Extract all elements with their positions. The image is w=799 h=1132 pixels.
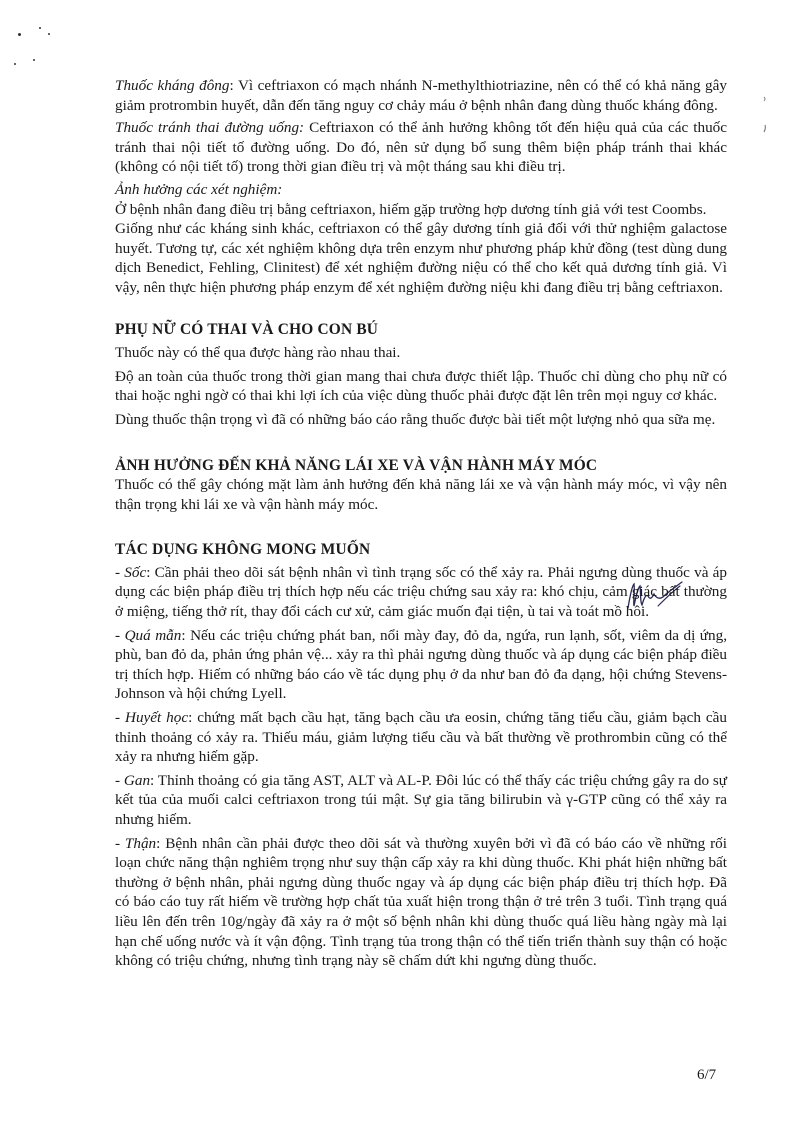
- adverse-item-text: : Nếu các triệu chứng phát ban, nổi mày đay, đỏ da, ngứa, run lạnh, sốt, viêm da dị ứng, phù, ban đỏ da, phản ứng phản vệ... xảy ra thì phải ngưng dùng thuốc và áp dụng các biện pháp điều trị thích hợp. Hiếm có những báo cáo về tác dụng phụ ở da như ban đỏ đa dạng, hội chứng Stevens-Johnson và hội chứng Lyell.: [115, 626, 728, 703]
- contraceptive-label: Thuốc tránh thai đường uống:: [115, 119, 305, 137]
- scan-speck: [33, 59, 35, 61]
- contraceptive-text: Ceftriaxon có thể ảnh hưởng không tốt đến hiệu quả của các thuốc tránh thai nội tiết tố đường uống. Do đó, nên sử dụng bổ sung thêm biện pháp tránh thai khác (không có nội tiết tố) trong thời gian điều trị và một tháng sau khi điều trị.: [115, 119, 728, 176]
- anticoagulant-text: : Vì ceftriaxon có mạch nhánh N-methylthiotriazine, nên có thể có khả năng gây giảm protrombin huyết, dẫn đến tăng nguy cơ chảy máu ở bệnh nhân đang dùng thuốc kháng đông.: [115, 77, 727, 114]
- margin-mark-icon: [758, 95, 770, 135]
- anticoagulant-paragraph: [115, 76, 727, 115]
- adverse-item-text: : Cần phải theo dõi sát bệnh nhân vì tình trạng sốc có thể xảy ra. Phải ngưng dùng thuốc và áp dụng các biện pháp điều trị thích hợp nếu các triệu chứng sau xảy ra: khó chịu, cảm giác bất thường ở miệng, tiếng thở rít, thay đổi cách cư xử, cảm giác muốn đại tiện, ù tai và toát mồ hôi.: [115, 563, 728, 621]
- adverse-item-kidney: - Thận: Bệnh nhân cần phải được theo dõi sát và thường xuyên bởi vì đã có báo cáo về những rối loạn chức năng thận nghiêm trọng như suy thận cấp xảy ra khi dùng thuốc. Khi phát hiện những bất thường ở bệnh nhân, phải ngưng dùng thuốc ngay và áp dụng các biện pháp điều trị thích hợp. Đã có báo cáo tuy rất hiếm về trường hợp chất tủa xuất hiện trong thận ở trẻ trên 3 tuổi. Tình trạng quá liều lên đến trên 10g/ngày đã xảy ra ở một số bệnh nhân khi dùng thuốc quá liều hàng ngày mà lại hạn chế uống nước và ít vận động. Tình trạng tủa trong thận có thể tiến triển thành suy thận có hoặc không có triệu chứng, nhưng tình trạng này sẽ chấm dứt khi ngưng dùng thuốc.: [115, 834, 727, 970]
- adverse-item-text: : Thỉnh thoảng có gia tăng AST, ALT và AL-P. Đôi lúc có thể thấy các triệu chứng gây ra do sự kết tủa của muối calci ceftriaxon trong túi mật. Sự gia tăng bilirubin và γ-GTP cũng có thể xảy ra nhưng hiếm.: [115, 771, 727, 828]
- driving-paragraph: Thuốc có thể gây chóng mặt làm ảnh hưởng đến khả năng lái xe và vận hành máy móc, vì vậy nên thận trọng khi lái xe và vận hành máy móc.: [115, 476, 727, 513]
- adverse-item-liver: - Gan: Thỉnh thoảng có gia tăng AST, ALT và AL-P. Đôi lúc có thể thấy các triệu chứng gây ra do sự kết tủa của muối calci ceftriaxon trong túi mật. Sự gia tăng bilirubin và γ-GTP cũng có thể xảy ra nhưng hiếm.: [115, 771, 727, 828]
- scan-speck: [48, 33, 50, 35]
- adverse-effects-heading: TÁC DỤNG KHÔNG MONG MUỐN: [115, 541, 371, 559]
- adverse-item-hypersensitivity: - Quá mẫn: Nếu các triệu chứng phát ban, nổi mày đay, đỏ da, ngứa, run lạnh, sốt, viêm da dị ứng, phù, ban đỏ da, phản ứng phản vệ... xảy ra thì phải ngưng dùng thuốc và áp dụng các biện pháp điều trị thích hợp. Hiếm có những báo cáo về tác dụng phụ ở da như ban đỏ đa dạng, hội chứng Stevens-Johnson và hội chứng Lyell.: [115, 626, 728, 703]
- adverse-item-label: Sốc: [124, 563, 147, 581]
- document-body: [115, 76, 727, 971]
- anticoagulant-label: Thuốc kháng đông: [115, 77, 230, 94]
- pregnancy-paragraph-2: Độ an toàn của thuốc trong thời gian mang thai chưa được thiết lập. Thuốc chỉ dùng cho phụ nữ có thai hoặc nghi ngờ có thai khi lợi ích của việc dùng thuốc phải được đặt lên trên mọi nguy cơ khác.: [115, 367, 727, 405]
- pregnancy-paragraph-3: Dùng thuốc thận trọng vì đã có những báo cáo rằng thuốc được bài tiết một lượng nhỏ qua sữa mẹ.: [115, 410, 716, 428]
- lab-tests-label: Ảnh hưởng các xét nghiệm:: [115, 180, 283, 198]
- adverse-item-hematology: - Huyết học: chứng mất bạch cầu hạt, tăng bạch cầu ưa eosin, chứng tăng tiểu cầu, giảm bạch cầu thỉnh thoảng có xảy ra. Thiếu máu, giảm lượng tiểu cầu và bất thường về prothrombin cũng có thể xảy ra nhưng hiếm gặp.: [115, 709, 727, 766]
- lab-tests-paragraph-2: Giống như các kháng sinh khác, ceftriaxon có thể gây dương tính giả đối với thử nghiệm galactose huyết. Tương tự, các xét nghiệm không dựa trên enzym như phương pháp khử đồng (test dùng dung dịch Benedict, Fehling, Clinitest) để xét nghiệm đường niệu có thể cho kết quả dương tính giả. Vì vậy, nên thực hiện phương pháp enzym để xét nghiệm đường niệu khi đang điều trị bằng ceftriaxon.: [115, 220, 727, 296]
- adverse-item-text: : chứng mất bạch cầu hạt, tăng bạch cầu ưa eosin, chứng tăng tiểu cầu, giảm bạch cầu thỉnh thoảng có xảy ra. Thiếu máu, giảm lượng tiểu cầu và bất thường về prothrombin cũng có thể xảy ra nhưng hiếm gặp.: [115, 709, 727, 766]
- contraceptive-paragraph: [115, 118, 727, 177]
- pregnancy-paragraph-1: Thuốc này có thể qua được hàng rào nhau thai.: [115, 344, 401, 362]
- adverse-item-label: Thận: [124, 834, 157, 852]
- adverse-item-label: Huyết học: [124, 709, 189, 727]
- adverse-item-label: Quá mẫn: [124, 626, 182, 644]
- pregnancy-heading: PHỤ NỮ CÓ THAI VÀ CHO CON BÚ: [115, 320, 379, 338]
- adverse-item-label: Gan: [123, 771, 151, 789]
- page-number: 6/7: [697, 1067, 717, 1083]
- adverse-item-shock: - Sốc: Cần phải theo dõi sát bệnh nhân vì tình trạng sốc có thể xảy ra. Phải ngưng dùng thuốc và áp dụng các biện pháp điều trị thích hợp nếu các triệu chứng sau xảy ra: khó chịu, cảm giác bất thường ở miệng, tiếng thở rít, thay đổi cách cư xử, cảm giác muốn đại tiện, ù tai và toát mồ hôi.: [115, 563, 728, 621]
- adverse-item-text: : Bệnh nhân cần phải được theo dõi sát và thường xuyên bởi vì đã có báo cáo về những rối loạn chức năng thận nghiêm trọng như suy thận cấp xảy ra khi dùng thuốc. Khi phát hiện những bất thường ở bệnh nhân, phải ngưng dùng thuốc ngay và áp dụng các biện pháp điều trị thích hợp. Đã có báo cáo tuy rất hiếm về trường hợp chất tủa xuất hiện trong thận ở trẻ trên 3 tuổi. Tình trạng quá liều lên đến trên 10g/ngày đã xảy ra ở một số bệnh nhân khi dùng thuốc quá liều hàng ngày mà lại hạn chế uống nước và ít vận động. Tình trạng tủa trong thận có thể tiến triển thành suy thận có hoặc không có triệu chứng, nhưng tình trạng này sẽ chấm dứt khi ngưng dùng thuốc.: [115, 834, 727, 970]
- scan-speck: [14, 63, 16, 65]
- lab-tests-paragraph-1: Ở bệnh nhân đang điều trị bằng ceftriaxon, hiếm gặp trường hợp dương tính giả với test Coombs.: [115, 200, 707, 218]
- scan-speck: [18, 33, 21, 36]
- driving-heading: ẢNH HƯỞNG ĐẾN KHẢ NĂNG LÁI XE VÀ VẬN HÀNH MÁY MÓC: [115, 456, 598, 474]
- scan-speck: [39, 27, 41, 29]
